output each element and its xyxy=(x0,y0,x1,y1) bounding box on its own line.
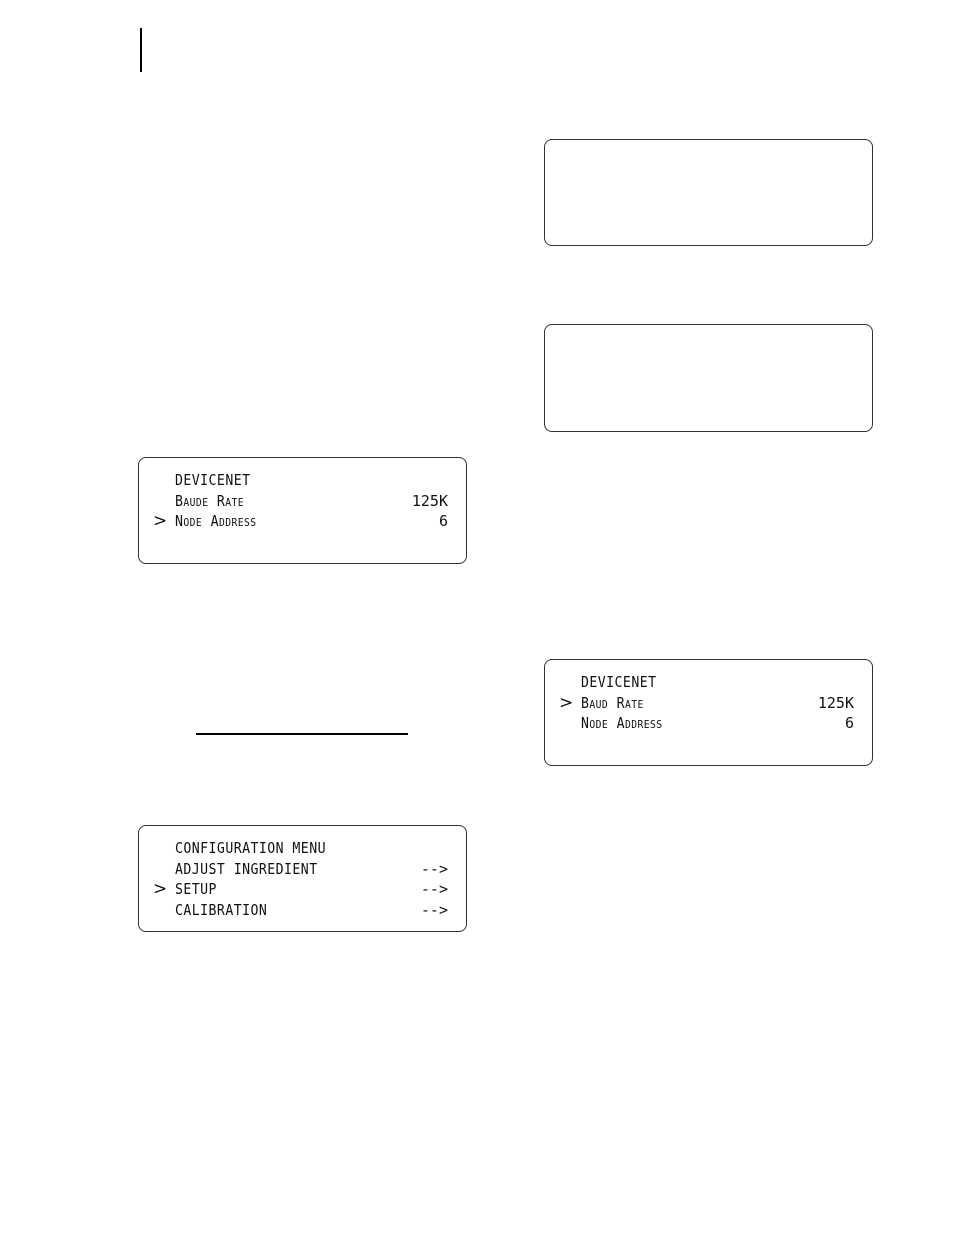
empty-display-box-2 xyxy=(544,324,873,432)
label-part: DDRESS xyxy=(218,516,257,529)
label-part: N xyxy=(581,714,590,732)
lcd-row-node-address xyxy=(139,511,466,531)
label-part: ODE xyxy=(183,516,203,529)
margin-change-bar xyxy=(140,28,142,72)
empty-display-box-1 xyxy=(544,139,873,246)
submenu-arrow: --> xyxy=(420,901,448,919)
label-part: R xyxy=(208,492,226,510)
baud-rate-value: 125K xyxy=(411,492,448,510)
baud-rate-value: 125K xyxy=(817,694,854,712)
lcd-configuration-menu xyxy=(138,825,467,932)
lcd-row-baud-rate xyxy=(139,491,466,511)
lcd-row-baud-rate xyxy=(545,693,872,713)
label-part: B xyxy=(581,694,590,712)
lcd-row-node-address xyxy=(545,713,872,733)
menu-item-setup xyxy=(139,879,466,899)
node-address-value: 6 xyxy=(438,512,448,530)
lcd-title: CONFIGURATION MENU xyxy=(175,839,326,857)
menu-item-label: ADJUST INGREDIENT xyxy=(175,860,318,878)
label-part: ATE xyxy=(624,698,644,711)
menu-item-label: SETUP xyxy=(175,880,217,898)
label-part: ODE xyxy=(589,718,609,731)
label-part: N xyxy=(175,512,184,530)
lcd-devicenet-node-address xyxy=(138,457,467,564)
menu-item-calibration xyxy=(139,900,466,920)
text-underline xyxy=(196,733,408,735)
menu-item-label: CALIBRATION xyxy=(175,901,268,919)
node-address-value: 6 xyxy=(844,714,854,732)
label-part: AUDE xyxy=(183,496,209,509)
submenu-arrow: --> xyxy=(420,860,448,878)
label-part: A xyxy=(608,714,625,732)
lcd-title: DEVICENET xyxy=(175,471,251,489)
label-part: DDRESS xyxy=(624,718,663,731)
label-part: R xyxy=(608,694,625,712)
selection-cursor: > xyxy=(153,511,168,531)
lcd-devicenet-baud-rate xyxy=(544,659,873,766)
label-part: A xyxy=(202,512,219,530)
label-part: AUD xyxy=(589,698,609,711)
menu-item-adjust-ingredient xyxy=(139,859,466,879)
label-part: ATE xyxy=(225,496,245,509)
submenu-arrow: --> xyxy=(420,880,448,898)
lcd-title: DEVICENET xyxy=(581,673,657,691)
selection-cursor: > xyxy=(559,693,574,713)
selection-cursor: > xyxy=(153,879,168,899)
label-part: B xyxy=(175,492,184,510)
